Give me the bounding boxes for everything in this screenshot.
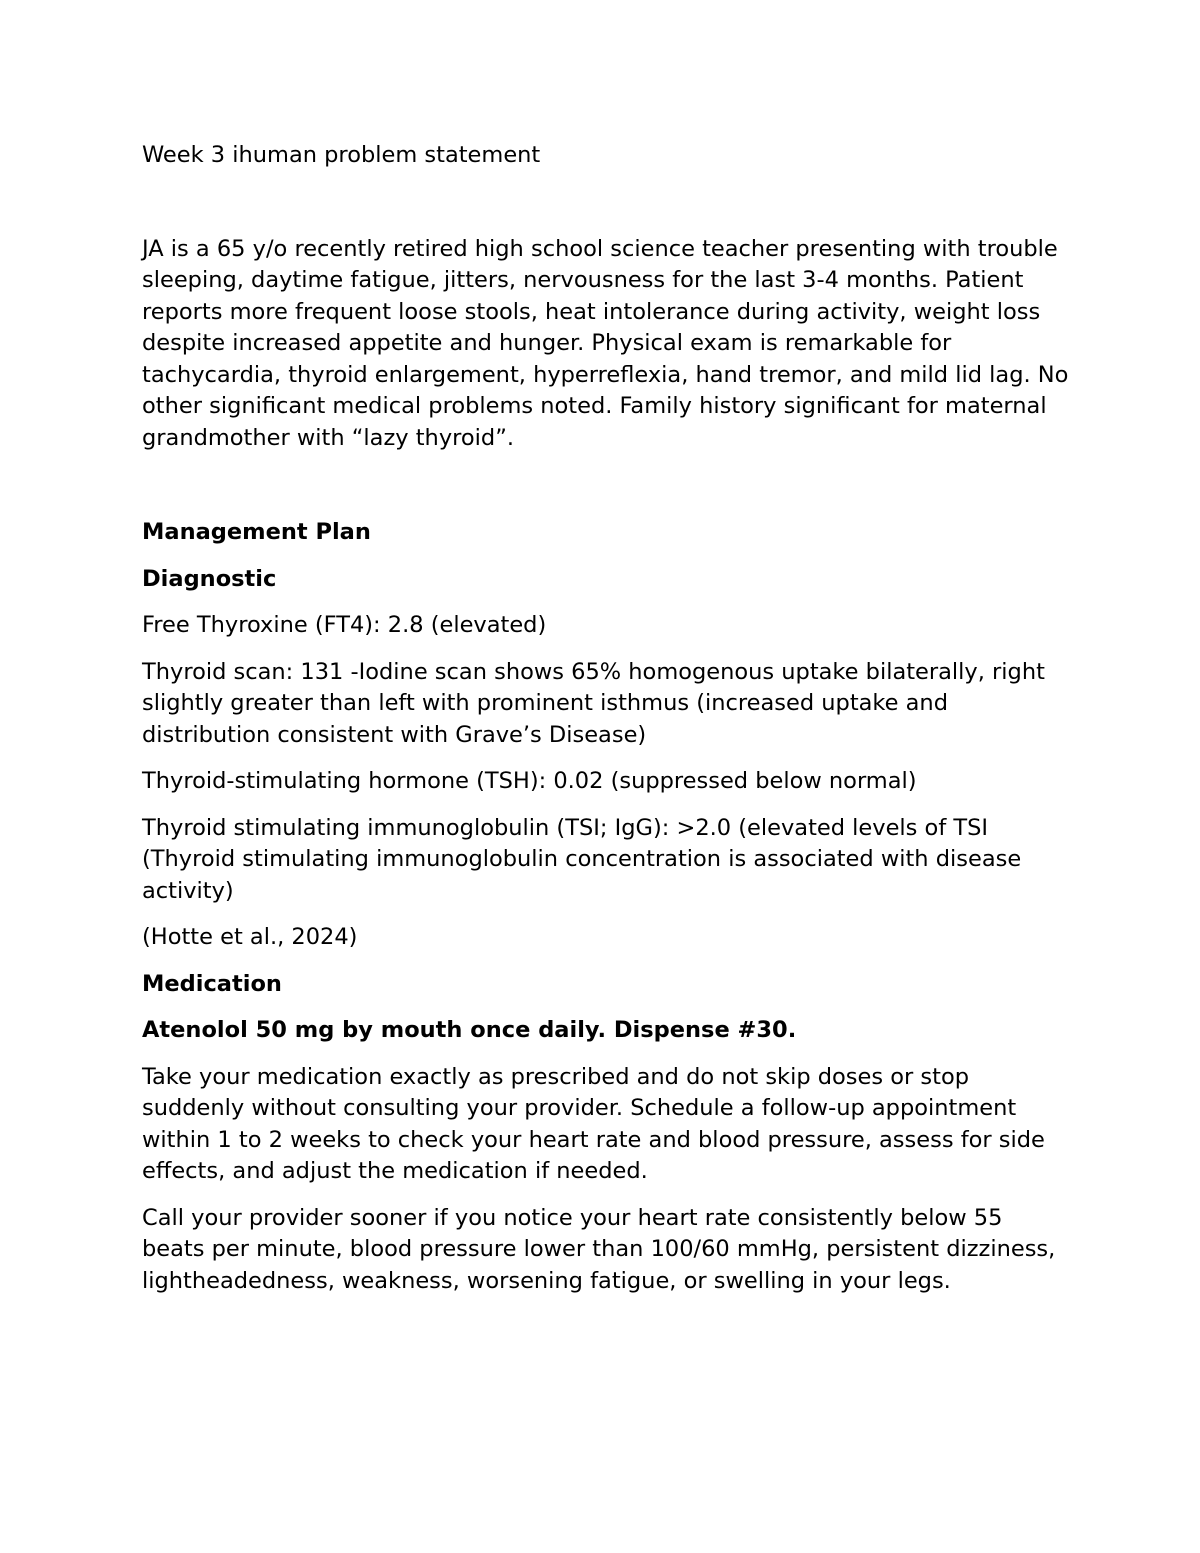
diagnostic-citation: (Hotte et al., 2024) [142,924,358,950]
diagnostic-heading: Diagnostic [142,565,277,592]
medication-warning: Call your provider sooner if you notice your heart rate consistently below 55 beats per minute, blood pressure lower than 100/60 mmHg, persistent dizziness, lightheadedness, weakness, worsening fatigue, or swelling in your legs. [142,1204,1056,1294]
diagnostic-item-ft4: Free Thyroxine (FT4): 2.8 (elevated) [142,612,547,638]
medication-heading: Medication [142,970,282,997]
document-title: Week 3 ihuman problem statement [142,142,541,168]
diagnostic-item-tsh: Thyroid-stimulating hormone (TSH): 0.02 (suppressed below normal) [142,768,917,794]
problem-statement: JA is a 65 y/o recently retired high school science teacher presenting with trouble sleeping, daytime fatigue, jitters, nervousness for the last 3-4 months. Patient reports more frequent loose stools, heat intolerance during activity, weight loss despite increased appetite and hunger. Physical exam is remarkable for tachycardia, thyroid enlargement, hyperreflexia, hand tremor, and mild lid lag. No other significant medical problems noted. Family history significant for maternal grandmother with “lazy thyroid”. [142,235,1069,451]
prescription: Atenolol 50 mg by mouth once daily. Dispense #30. [142,1017,797,1043]
management-plan-heading: Management Plan [142,519,371,545]
medication-instructions: Take your medication exactly as prescribed and do not skip doses or stop suddenly without consulting your provider. Schedule a follow-up appointment within 1 to 2 weeks to check your heart rate and blood pressure, assess for side effects, and adjust the medication if needed. [142,1063,1045,1184]
document-body [142,140,1072,1297]
diagnostic-item-thyroid-scan: Thyroid scan: 131 -Iodine scan shows 65% homogenous uptake bilaterally, right slightly greater than left with prominent isthmus (increased uptake and distribution consistent with Grave’s Disease) [142,658,1045,748]
diagnostic-item-tsi: Thyroid stimulating immunoglobulin (TSI; IgG): >2.0 (elevated levels of TSI (Thyroid stimulating immunoglobulin concentration is associated with disease activity) [142,814,1022,904]
